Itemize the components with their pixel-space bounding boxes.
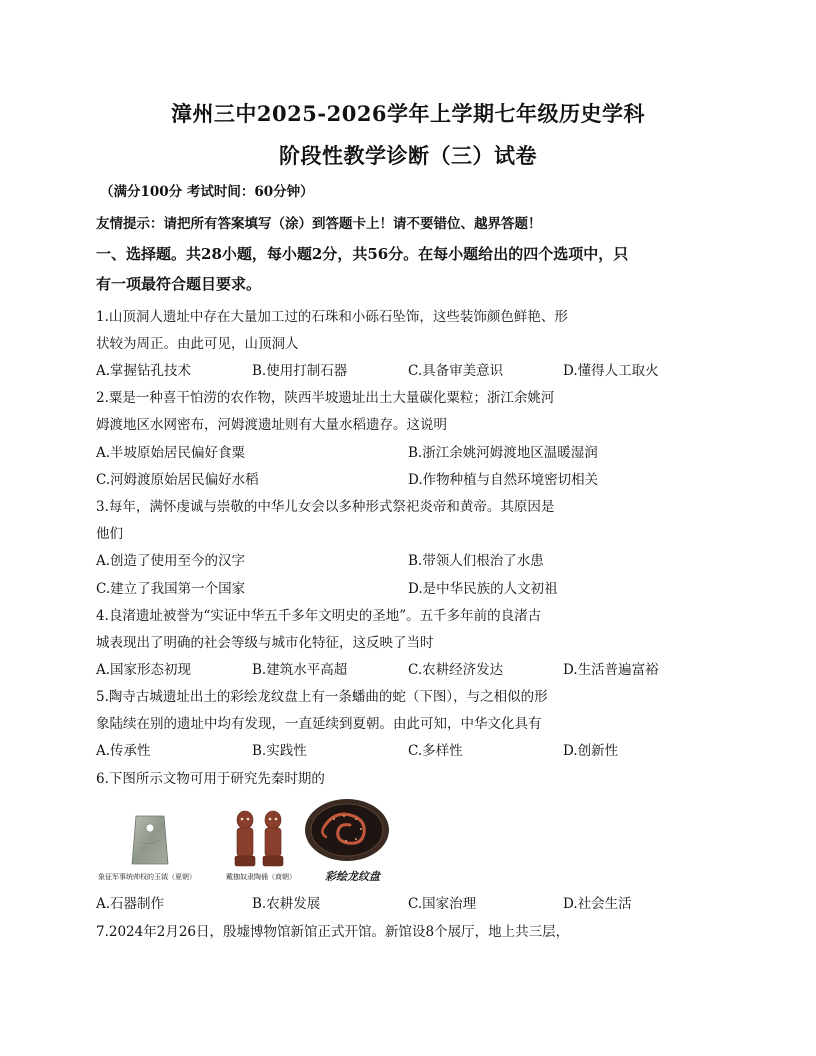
- q5-option-b[interactable]: B.实践性: [252, 743, 307, 759]
- section-heading-line2: 有一项最符合题目要求。: [96, 275, 262, 293]
- q3-stem-line1: 3.每年，满怀虔诚与崇敬的中华儿女会以多种形式祭祀炎帝和黄帝。其原因是: [96, 499, 555, 515]
- exam-title-line1: 漳州三中2025-2026学年上学期七年级历史学科: [170, 101, 646, 126]
- q6-option-c[interactable]: C.国家治理: [408, 896, 477, 912]
- q2-stem-line2: 姆渡地区水网密布，河姆渡遗址则有大量水稻遗存。这说明: [96, 417, 447, 433]
- jade-yue-image: [122, 812, 178, 868]
- q2-option-d[interactable]: D.作物种植与自然环境密切相关: [408, 472, 599, 488]
- dragon-plate-image: [304, 797, 390, 863]
- section-heading-line1: 一、选择题。共28小题，每小题2分，共56分。在每小题给出的四个选项中，只: [96, 245, 629, 263]
- q5-option-c[interactable]: C.多样性: [408, 743, 463, 759]
- q5-option-a[interactable]: A.传承性: [96, 743, 151, 759]
- q3-option-a[interactable]: A.创造了使用至今的汉字: [96, 553, 246, 569]
- q3-option-b[interactable]: B.带领人们根治了水患: [408, 553, 544, 569]
- q5-stem-line1: 5.陶寺古城遗址出土的彩绘龙纹盘上有一条蟠曲的蛇（下图），与之相似的形: [96, 689, 548, 705]
- q2-option-c[interactable]: C.河姆渡原始居民偏好水稻: [96, 472, 259, 488]
- q3-stem-line2: 他们: [96, 526, 123, 542]
- q2-option-a[interactable]: A.半坡原始居民偏好食粟: [96, 445, 246, 461]
- q6-option-d[interactable]: D.社会生活: [563, 896, 632, 912]
- q1-stem-line2: 状较为周正。由此可见，山顶洞人: [96, 336, 299, 352]
- q4-stem-line1: 4.良渚遗址被誉为“实证中华五千多年文明史的圣地”。五千多年前的良渚古: [96, 608, 542, 624]
- q1-option-a[interactable]: A.掌握钻孔技术: [96, 363, 192, 379]
- exam-title-line2: 阶段性教学诊断（三）试卷: [279, 143, 537, 168]
- q2-stem-line1: 2.粟是一种喜干怕涝的农作物，陕西半坡遗址出土大量碳化粟粒；浙江余姚河: [96, 390, 555, 406]
- q3-option-c[interactable]: C.建立了我国第一个国家: [96, 581, 246, 597]
- notice: 友情提示：请把所有答案填写（涂）到答题卡上！请不要错位、越界答题！: [96, 216, 542, 232]
- q6-stem-line1: 6.下图所示文物可用于研究先秦时期的: [96, 771, 325, 787]
- slave-figurines-image: [228, 806, 290, 870]
- q4-option-b[interactable]: B.建筑水平高超: [252, 662, 348, 678]
- q7-stem-line1: 7.2024年2月26日，殷墟博物馆新馆正式开馆。新馆设8个展厅，地上共三层，: [96, 924, 570, 940]
- slave-figurines-caption: 戴枷奴隶陶俑（商朝）: [226, 873, 296, 881]
- q4-stem-line2: 城表现出了明确的社会等级与城市化特征，这反映了当时: [96, 635, 434, 651]
- q4-option-c[interactable]: C.农耕经济发达: [408, 662, 504, 678]
- q1-option-d[interactable]: D.懂得人工取火: [563, 363, 659, 379]
- q3-option-d[interactable]: D.是中华民族的人文初祖: [408, 581, 558, 597]
- q1-option-b[interactable]: B.使用打制石器: [252, 363, 348, 379]
- jade-yue-caption: 象征军事统帅权的玉钺（夏朝）: [98, 873, 196, 881]
- q5-option-d[interactable]: D.创新性: [563, 743, 619, 759]
- q1-stem-line1: 1.山顶洞人遗址中存在大量加工过的石珠和小砾石坠饰，这些装饰颜色鲜艳、形: [96, 309, 568, 325]
- q4-option-a[interactable]: A.国家形态初现: [96, 662, 192, 678]
- q5-stem-line2: 象陆续在别的遗址中均有发现，一直延续到夏朝。由此可知，中华文化具有: [96, 716, 542, 732]
- exam-info: （满分100分 考试时间：60分钟）: [100, 184, 314, 200]
- q6-option-a[interactable]: A.石器制作: [96, 896, 165, 912]
- q4-option-d[interactable]: D.生活普遍富裕: [563, 662, 659, 678]
- dragon-plate-caption: 彩绘龙纹盘: [325, 870, 380, 883]
- q1-option-c[interactable]: C.具备审美意识: [408, 363, 504, 379]
- q6-option-b[interactable]: B.农耕发展: [252, 896, 321, 912]
- q2-option-b[interactable]: B.浙江余姚河姆渡地区温暖湿润: [408, 445, 598, 461]
